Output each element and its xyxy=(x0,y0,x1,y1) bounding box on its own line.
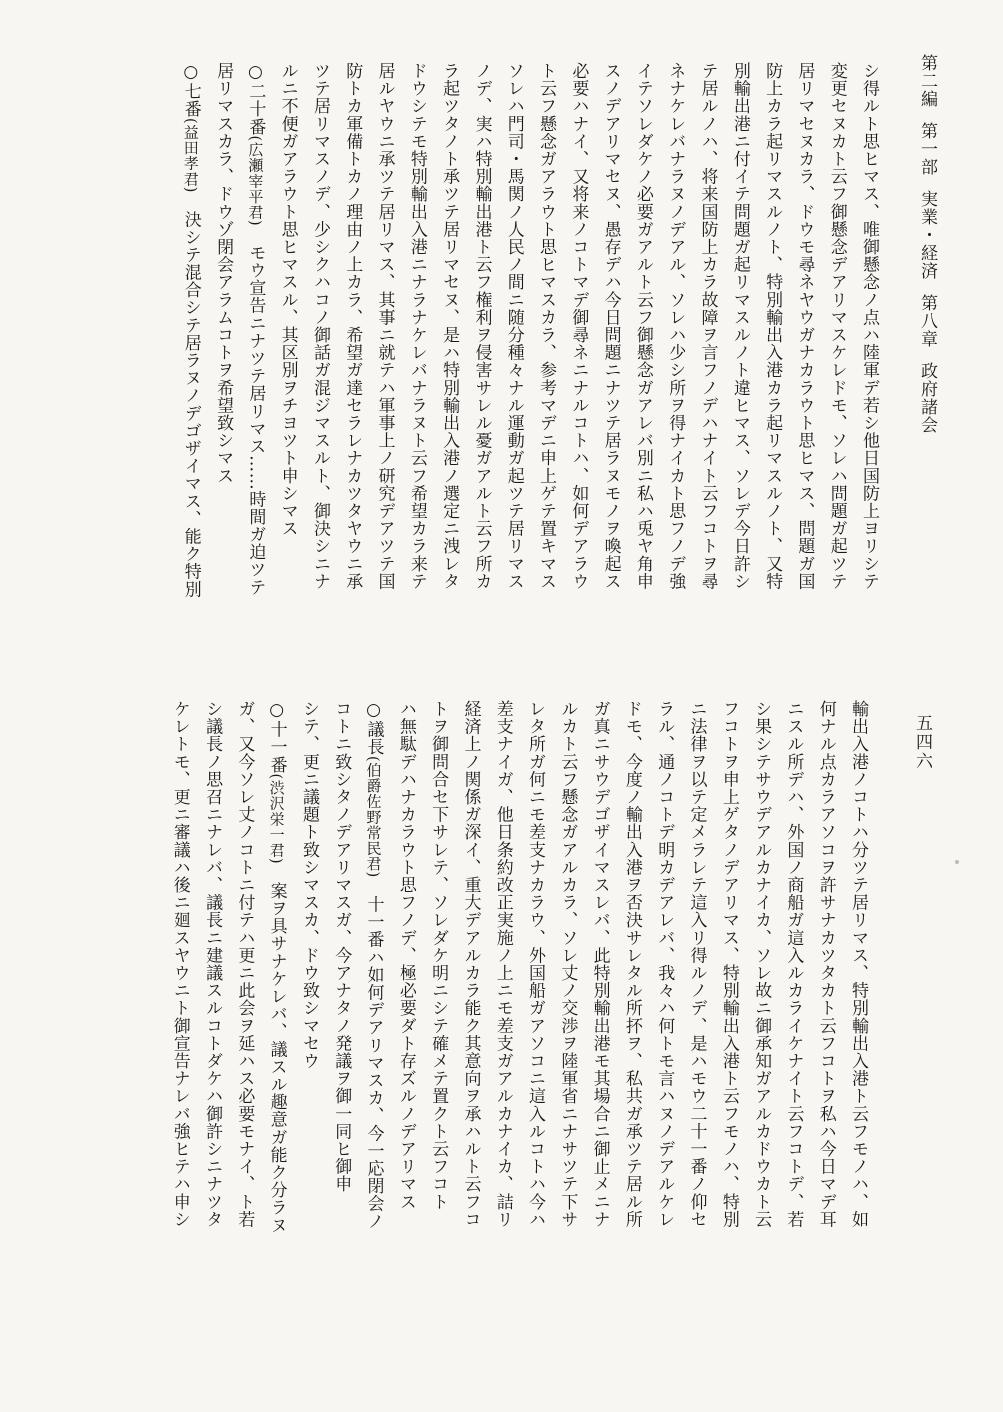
text-line xyxy=(530,62,562,652)
line-text: ラル、通ノコトデ明カデアレバ、我々ハ何トモ言ハヌノデアルケレ xyxy=(654,700,675,1228)
text-line xyxy=(163,700,195,1320)
line-text: ガ、又今ソレ丈ノコトニ付テハ更ニ此会ヲ延ハス必要モナイ、ト若 xyxy=(234,700,255,1228)
running-header xyxy=(888,54,940,654)
line-text: ルニ不便ガアラウト思ヒマスル、其区別ヲチヨツト申シマス xyxy=(277,62,298,538)
line-text: 差支ナイガ、他日条約改正実施ノ上ニモ差支ガアルカナイカ、詰リ xyxy=(492,700,513,1228)
line-text: 経済上ノ関係ガ深イ、重大デアルカラ能ク其意向ヲ承ハルト云フコ xyxy=(460,700,481,1228)
line-text: ネナケレバナラヌノデアル、ソレハ少シ所ヲ得ナイカト思フノデ強 xyxy=(665,62,686,590)
text-line xyxy=(583,700,615,1320)
speaker-name: (伯爵佐野常民君) xyxy=(364,755,383,878)
text-line xyxy=(207,62,239,652)
line-text: スノデアリマセヌ、愚存デハ今日問題ニナツテ居ラヌモノヲ喚起ス xyxy=(600,62,621,590)
speaker-label xyxy=(181,62,201,193)
speaker-mark: ○ xyxy=(180,62,201,83)
text-line xyxy=(401,62,433,652)
text-line xyxy=(454,700,486,1320)
speaker-line xyxy=(174,62,206,652)
text-line xyxy=(486,700,518,1320)
text-line xyxy=(497,62,529,652)
text-line xyxy=(519,700,551,1320)
line-text: トヲ御問合セ下サレテ、ソレダケ明ニシテ確メテ置クト云フコト xyxy=(428,700,449,1211)
text-line xyxy=(293,700,325,1320)
line-text: 決シテ混合シテ居ラヌノデゴザイマス、能ク特別 xyxy=(180,210,201,598)
text-line xyxy=(745,700,777,1320)
text-line xyxy=(756,62,788,652)
speaker-name: (渋沢栄一君) xyxy=(267,773,286,865)
text-line xyxy=(691,62,723,652)
line-text: 防上カラ起リマスルノト、特別輸出入港カラ起リマスルノト、又特 xyxy=(762,62,783,590)
scan-speck xyxy=(955,860,959,864)
speaker-line xyxy=(260,700,292,1320)
text-line xyxy=(325,700,357,1320)
speaker-line xyxy=(357,700,389,1320)
text-line xyxy=(368,62,400,652)
speaker-label xyxy=(267,700,287,864)
speaker-number: 議長 xyxy=(363,720,384,756)
text-line xyxy=(196,700,228,1320)
text-block-bottom xyxy=(53,700,874,1320)
line-text: 案ヲ具サナケレバ、議スル趣意ガ能ク分ラヌ xyxy=(266,881,287,1234)
line-text: ドウシテモ特別輸出入港ニナラナケレバナラヌト云フ希望カラ来テ xyxy=(406,62,427,590)
speaker-number: 十一番 xyxy=(266,720,287,774)
line-text: 変更セヌカト云フ御懸念デアリマスケレドモ、ソレハ問題ガ起ツテ xyxy=(826,62,847,590)
text-line xyxy=(562,62,594,652)
header-part: 第二編 xyxy=(917,54,937,108)
line-text: シ得ルト思ヒマス、唯御懸念ノ点ハ陸軍デ若シ他日国防上ヨリシテ xyxy=(859,62,879,590)
text-line xyxy=(228,700,260,1320)
speaker-name: (益田孝君) xyxy=(181,117,200,194)
text-line xyxy=(680,700,712,1320)
speaker-line xyxy=(239,62,271,652)
text-line xyxy=(724,62,756,652)
text-block-top xyxy=(53,62,885,652)
line-text: ニスル所デハ、外国ノ商船ガ這入ルカライケナイト云フコトデ、若 xyxy=(783,700,804,1228)
line-text: ソレハ門司・馬関ノ人民ノ間ニ随分種々ナル運動ガ起ツテ居リマス xyxy=(503,62,524,590)
text-line xyxy=(271,62,303,652)
line-text: 居リマセヌカラ、ドウモ尋ネヤウガナカラウト思ヒマス、問題ガ国 xyxy=(794,62,815,590)
header-chapter-title: 政府諸会 xyxy=(917,362,937,434)
text-line xyxy=(422,700,454,1320)
text-line xyxy=(433,62,465,652)
line-text: ケレトモ、更ニ審議ハ後ニ廻スヤウニト御宣告ナレバ強ヒテハ申シ xyxy=(169,700,190,1228)
speaker-mark: ○ xyxy=(245,62,266,83)
line-text: シ果シテサウデアルカナイカ、ソレ故ニ御承知ガアルカドウカト云 xyxy=(751,700,772,1228)
text-line xyxy=(465,62,497,652)
line-text: 必要ハナイ、又将来ノコトマデ御尋ネニナルコトハ、如何デアラウ xyxy=(568,62,589,590)
line-text: レタ所ガ何ニモ差支ナカラウ、外国船ガアソコニ這入ルコトハ今ハ xyxy=(525,700,546,1228)
line-text: ラ起ツタノト承ツテ居リマセヌ、是ハ特別輸出入港ノ選定ニ洩レタ xyxy=(439,62,460,590)
line-text: モウ宣告ニナツテ居リマス……時間ガ迫ツテ xyxy=(245,243,266,596)
text-line xyxy=(551,700,583,1320)
line-text: ハ無駄デハナカラウト思フノデ、極必要ダト存ズルノデアリマス xyxy=(395,700,416,1211)
speaker-mark: ○ xyxy=(266,700,287,721)
text-line xyxy=(336,62,368,652)
speaker-label xyxy=(245,62,265,226)
line-text: 十一番ハ如何デアリマスカ、今一応閉会ノ xyxy=(363,895,384,1230)
line-text: ト云フ懸念ガアラウト思ヒマスカラ、参考マデニ申上ゲテ置キマス xyxy=(536,62,557,590)
header-subject: 実業・経済 xyxy=(917,190,937,280)
line-text: ガ真ニサウデゴザイマスレバ、此特別輸出港モ其場合ニ御止メニナ xyxy=(589,700,610,1228)
line-text: シテ、更ニ議題ト致シマスカ、ドウ致シマセウ xyxy=(298,700,319,1070)
line-text: ノデ、実ハ特別輸出港ト云フ権利ヲ侵害サレル憂ガアルト云フ所カ xyxy=(471,62,492,590)
line-text: テ居ルノハ、将来国防上カラ故障ヲ言フノデハナイト云フコトヲ尋 xyxy=(697,62,718,590)
line-text: 別輸出港ニ付イテ問題ガ起リマスルノト違ヒマス、ソレデ今日許シ xyxy=(729,62,750,590)
text-line xyxy=(777,700,809,1320)
text-line xyxy=(853,62,885,652)
text-line xyxy=(842,700,874,1320)
header-chapter: 第八章 xyxy=(917,294,937,348)
line-text: フコトヲ申上ゲタノデアリマス、特別輸出入港ト云フモノハ、特別 xyxy=(718,700,739,1228)
line-text: 輸出入港ノコトハ分ツテ居リマス、特別輸出入港ト云フモノハ、如 xyxy=(848,700,868,1228)
text-line xyxy=(594,62,626,652)
header-section: 第一部 xyxy=(917,122,937,176)
text-line xyxy=(304,62,336,652)
text-line xyxy=(648,700,680,1320)
page-number: 五四六 xyxy=(912,714,932,771)
text-line xyxy=(809,700,841,1320)
line-text: イテソレダケノ必要ガアルト云フ御懸念ガアレバ別ニ私ハ兎ヤ角申 xyxy=(632,62,653,590)
speaker-mark: ○ xyxy=(363,700,384,721)
text-line xyxy=(659,62,691,652)
line-text: コトニ致シタノデアリマスガ、今アナタノ発議ヲ御一同ヒ御申 xyxy=(331,700,352,1193)
line-text: ドモ、今度ノ輸出入港ヲ否決サレタル所抔ヲ、私共ガ承ツテ居ル所 xyxy=(621,700,642,1228)
line-text: ニ法律ヲ以テ定メラレテ這入リ得ルノデ、是ハモウ二十一番ノ仰セ xyxy=(686,700,707,1228)
speaker-name: (広瀬宰平君) xyxy=(246,135,265,227)
line-text: ツテ居リマスノデ、少シクハコノ御話ガ混ジマスルト、御決シニナ xyxy=(309,62,330,590)
speaker-number: 七番 xyxy=(180,82,201,118)
text-line xyxy=(390,700,422,1320)
text-line xyxy=(713,700,745,1320)
text-line xyxy=(788,62,820,652)
line-text: シ議長ノ思召ニナレバ、議長ニ建議スルコトダケハ御許シニナツタ xyxy=(202,700,223,1228)
line-text: 居ルヤウニ承ツテ居リマス、其事ニ就テハ軍事上ノ研究デアツテ国 xyxy=(374,62,395,590)
line-text: 居リマスカラ、ドウゾ閉会アラムコトヲ希望致シマス xyxy=(213,62,234,485)
speaker-label xyxy=(364,700,384,878)
text-line xyxy=(616,700,648,1320)
line-text: ルカト云フ懸念ガアルカラ、ソレ丈ノ交渉ヲ陸軍省ニナサツテ下サ xyxy=(557,700,578,1228)
text-line xyxy=(627,62,659,652)
text-line xyxy=(820,62,852,652)
line-text: 何ナル点カラアソコヲ許サナカツタカト云フコトヲ私ハ今日マデ耳 xyxy=(815,700,836,1228)
line-text: 防トカ軍備トカノ理由ノ上カラ、希望ガ達セラレナカツタヤウニ承 xyxy=(342,62,363,590)
speaker-number: 二十番 xyxy=(245,82,266,136)
